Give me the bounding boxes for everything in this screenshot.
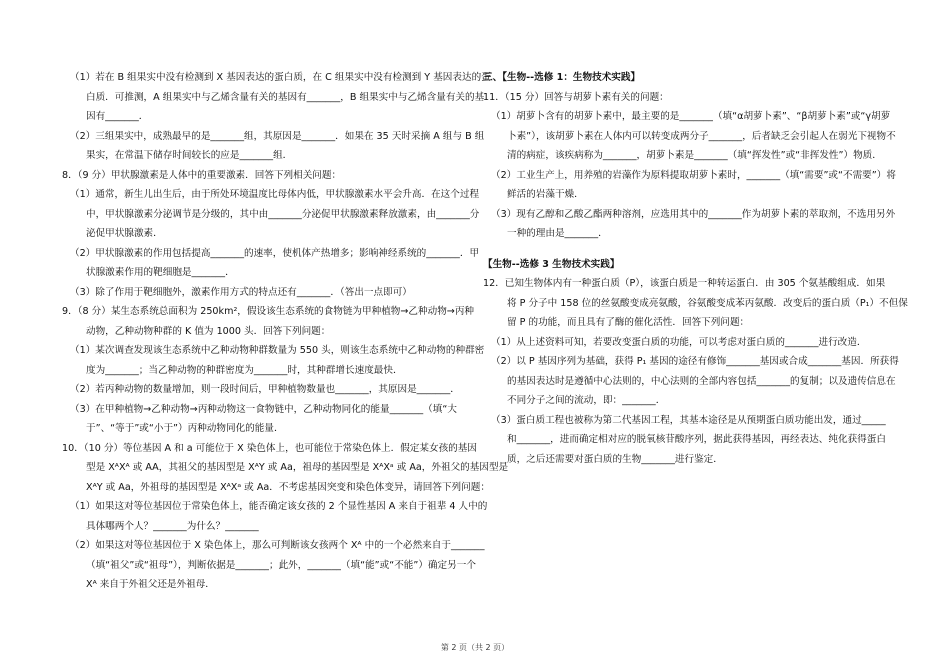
q8-part3: （3）除了作用于靶细胞外，激素作用方式的特点还有_______．（答出一点即可） xyxy=(70,286,412,298)
q12-stem-line3: 留 P 的功能，而且具有了酶的催化活性．回答下列问题： xyxy=(507,317,750,328)
q11-stem: 11．（15 分）回答与胡萝卜素有关的问题： xyxy=(483,91,669,103)
q10-part1-line2: 具体哪两个人？_______为什么？_______ xyxy=(86,520,259,532)
q9-part1-line1: （1）某次调查发现该生态系统中乙种动物种群数量为 550 头，则该生态系统中乙种动物的种群密 xyxy=(70,345,485,356)
q11-part2-line1: （2）工业生产上，用养殖的岩藻作为原料提取胡萝卜素时，_______（填“需要”或“不需要”）将 xyxy=(491,169,896,181)
q10-stem-line2: 型是 XᴬXᴬ 或 AA，其祖父的基因型是 XᴬY 或 Aa，祖母的基因型是 XᴬXᵃ 或 Aa，外祖父的基因型是 xyxy=(86,462,509,473)
q12-stem-line2: 将 P 分子中 158 位的丝氨酸变成亮氨酸，谷氨酸变成苯丙氨酸．改变后的蛋白质（P₁）不但保 xyxy=(507,297,908,309)
q11-part1-line3: 清的病症，该疾病称为_______，胡萝卜素是_______（填“挥发性”或“非挥发性”）物质． xyxy=(507,150,882,161)
q12-part3-line1: （3）蛋白质工程也被称为第二代基因工程，其基本途径是从预期蛋白质功能出发，通过_____ xyxy=(491,414,886,426)
section-title-elective-1: 三、【生物--选修 1：生物技术实践】 xyxy=(483,72,641,83)
section-spacer xyxy=(483,244,893,255)
q8-stem: 8．（9 分）甲状腺激素是人体中的重要激素．回答下列相关问题： xyxy=(62,169,342,181)
q7-part1-line3: 因有_______． xyxy=(86,111,149,122)
q12-part2-line1: （2）以 P 基因序列为基础，获得 P₁ 基因的途径有修饰_______基因或合成_______基因．所获得 xyxy=(491,356,899,367)
section-title-elective-3: 【生物--选修 3 生物技术实践】 xyxy=(483,258,620,270)
q9-part2: （2）若丙种动物的数量增加，则一段时间后，甲种植物数量也_______，其原因是_______． xyxy=(70,384,460,395)
q8-part2-line2: 状腺激素作用的靶细胞是_______． xyxy=(86,267,235,278)
q10-part1-line1: （1）如果这对等位基因位于常染色体上，能否确定该女孩的 2 个显性基因 A 来自于祖辈 4 人中的 xyxy=(70,501,488,512)
q12-part1: （1）从上述资料可知，若要改变蛋白质的功能，可以考虑对蛋白质的_______进行改造． xyxy=(491,336,867,348)
q7-part1-line2: 白质．可推测，A 组果实中与乙烯含量有关的基因有_______，B 组果实中与乙烯含量有关的基 xyxy=(86,91,485,103)
right-column xyxy=(483,68,908,469)
q9-stem-line2: 动物，乙种动物种群的 K 值为 1000 头．回答下列问题： xyxy=(86,325,331,337)
q10-part2-line2: （填“祖父”或“祖母”），判断依据是_______；此外，_______（填“能”或“不能”）确定另一个 xyxy=(86,559,476,571)
q9-stem-line1: 9．（8 分）某生态系统总面积为 250km²，假设该生态系统的食物链为甲种植物→乙种动物→丙种 xyxy=(62,306,475,317)
q7-part2-line2: 果实，在常温下储存时间较长的应是_______组． xyxy=(86,150,293,161)
q11-part1-line2: 卜素”），该胡萝卜素在人体内可以转变成两分子_______，后者缺乏会引起人在弱光下视物不 xyxy=(507,130,896,142)
q9-part1-line2: 度为_______；当乙种动物的种群密度为_______时，其种群增长速度最快． xyxy=(86,364,403,376)
q10-part2-line1: （2）如果这对等位基因位于 X 染色体上，那么可判断该女孩两个 Xᴬ 中的一个必然来自于_______ xyxy=(70,540,485,551)
q12-part3-line2: 和_______，进而确定相对应的脱氧核苷酸序列，据此获得基因，再经表达、纯化获得蛋白 xyxy=(507,434,886,445)
q12-stem-line1: 12．已知生物体内有一种蛋白质（P），该蛋白质是一种转运蛋白．由 305 个氨基酸组成．如果 xyxy=(483,278,886,289)
q10-stem-line3: XᴬY 或 Aa，外祖母的基因型是 XᴬXᵃ 或 Aa．不考虑基因突变和染色体变异，请回答下列问题： xyxy=(86,481,490,493)
q8-part1-line2: 中，甲状腺激素分泌调节是分级的，其中由_______分泌促甲状腺激素释放激素，由_______分 xyxy=(86,208,480,220)
q8-part1-line3: 泌促甲状腺激素． xyxy=(86,228,163,239)
q8-part2-line1: （2）甲状腺激素的作用包括提高_______的速率，使机体产热增多；影响神经系统的_______．甲 xyxy=(70,247,480,259)
q11-part1-line1: （1）胡萝卜含有的胡萝卜素中，最主要的是_______（填“α胡萝卜素”、“β胡萝卜素”或“γ胡萝 xyxy=(491,111,891,122)
q9-part3-line2: 于”、“等于”或“小于”）丙种动物同化的能量． xyxy=(86,423,284,434)
q10-stem-line1: 10．（10 分）等位基因 A 和 a 可能位于 X 染色体上，也可能位于常染色体上．假定某女孩的基因 xyxy=(62,442,477,454)
q9-part3-line1: （3）在甲种植物→乙种动物→丙种动物这一食物链中，乙种动物同化的能量_______（填“大 xyxy=(70,403,457,415)
page-footer: 第 2 页（共 2 页） xyxy=(440,643,510,652)
left-column xyxy=(62,68,509,595)
q8-part1-line1: （1）通常，新生儿出生后，由于所处环境温度比母体内低，甲状腺激素水平会升高．在这个过程 xyxy=(70,189,480,200)
q7-part2-line1: （2）三组果实中，成熟最早的是_______组，其原因是_______．如果在 35 天时采摘 A 组与 B 组 xyxy=(70,130,485,142)
q12-part3-line3: 质，之后还需要对蛋白质的生物_______进行鉴定． xyxy=(507,453,723,465)
q12-part2-line2: 的基因表达时是遵循中心法则的，中心法则的全部内容包括_______的复制；以及遗传信息在 xyxy=(507,375,896,387)
q7-part1-line1: （1）若在 B 组果实中没有检测到 X 基因表达的蛋白质，在 C 组果实中没有检测到 Y 基因表达的蛋 xyxy=(70,72,491,83)
q11-part3-line2: 一种的理由是_______． xyxy=(507,228,608,239)
q10-part2-line3: Xᴬ 来自于外祖父还是外祖母． xyxy=(86,579,215,590)
q11-part2-line2: 鲜活的岩藻干燥． xyxy=(507,189,584,200)
q11-part3-line1: （3）现有乙醇和乙酸乙酯两种溶剂，应选用其中的_______作为胡萝卜素的萃取剂，不选用另外 xyxy=(491,208,896,220)
q12-part2-line3: 不同分子之间的流动，即：_______． xyxy=(507,395,666,406)
